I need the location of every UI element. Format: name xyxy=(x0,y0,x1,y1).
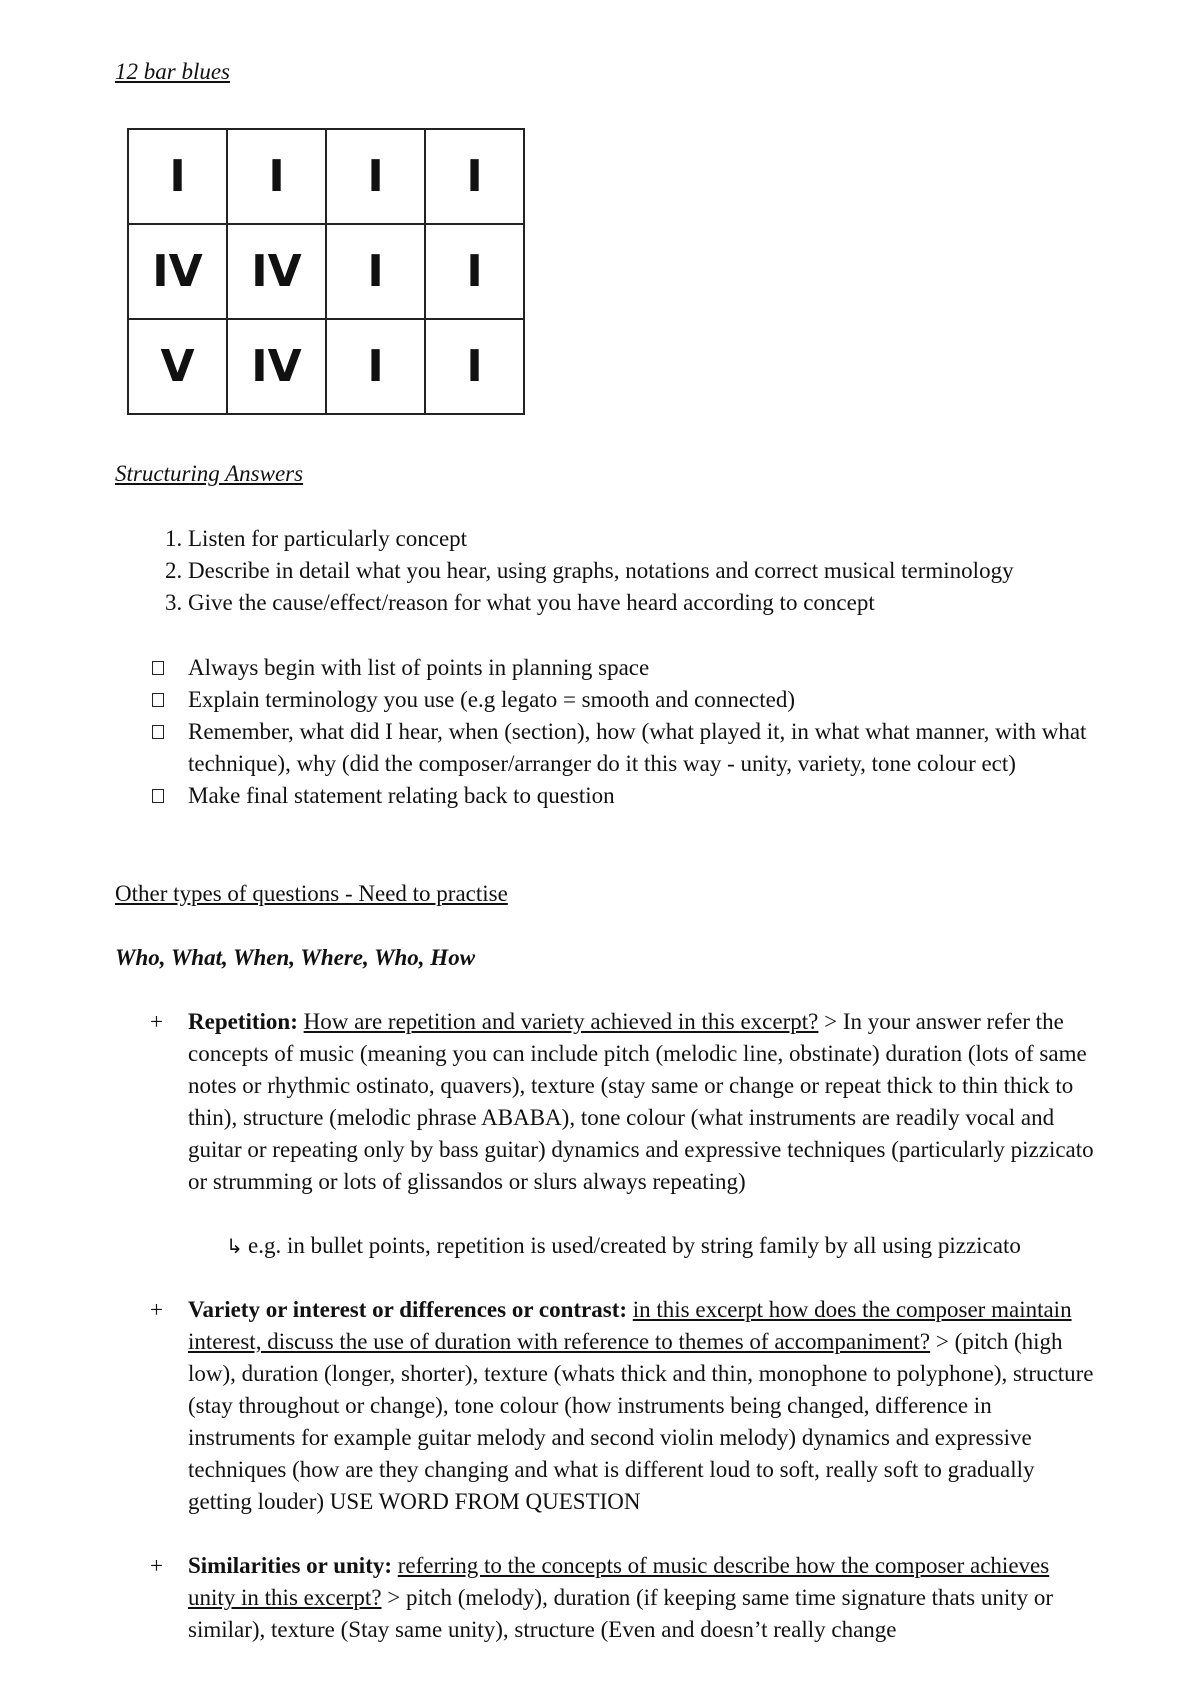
grid-cell: I xyxy=(425,129,524,224)
question-item-variety xyxy=(150,1294,1100,1518)
question-label: Repetition: xyxy=(188,1009,298,1034)
grid-row xyxy=(128,319,524,414)
section-heading-structuring: Structuring Answers xyxy=(115,461,304,486)
blues-chord-grid xyxy=(127,128,525,415)
grid-cell: I xyxy=(326,224,425,319)
tip-text: Always begin with list of points in planning space xyxy=(188,655,650,680)
grid-row xyxy=(128,224,524,319)
checkbox-icon xyxy=(152,789,164,803)
question-body xyxy=(188,1006,1100,1198)
tip-text: Make final statement relating back to question xyxy=(188,783,615,808)
plus-icon: + xyxy=(150,1553,163,1578)
step-item: 3. Give the cause/effect/reason for what you have heard according to concept xyxy=(188,587,1138,619)
step-item: 1. Listen for particularly concept xyxy=(188,523,1138,555)
question-label: Similarities or unity: xyxy=(188,1553,393,1578)
example-line xyxy=(226,1230,1106,1262)
tip-item xyxy=(152,716,1092,780)
question-prompt: How are repetition and variety achieved in this excerpt? xyxy=(303,1009,819,1034)
tip-text: Explain terminology you use (e.g legato = smooth and connected) xyxy=(188,687,795,712)
question-text: > pitch (melody), duration (if keeping same time signature thats unity or similar), texture (Stay same unity), structure (Even and doesn’t really change xyxy=(188,1585,1054,1642)
plus-icon: + xyxy=(150,1297,163,1322)
grid-cell: I xyxy=(425,319,524,414)
section-subtitle: Who, What, When, Where, Who, How xyxy=(115,945,476,970)
grid-row xyxy=(128,129,524,224)
grid-cell: I xyxy=(326,129,425,224)
tip-item xyxy=(152,684,1092,716)
page-title: 12 bar blues xyxy=(115,59,230,84)
grid-cell: I xyxy=(326,319,425,414)
question-item-repetition xyxy=(150,1006,1100,1198)
tip-item xyxy=(152,780,1092,812)
checkbox-icon xyxy=(152,725,164,739)
question-prompt: referring to the concepts of music describe how the composer achieves unity in this excerpt? xyxy=(188,1553,1050,1610)
section-heading-other: Other types of questions - Need to practise xyxy=(115,881,508,906)
question-label: Variety or interest or differences or contrast: xyxy=(188,1297,628,1322)
question-text: > (pitch (high low), duration (longer, shorter), texture (whats thick and thin, monophone to polyphone), structure (stay throughout or change), tone colour (how instruments being changed, difference in instruments for example guitar melody and second violin melody) dynamics and expressive techniques (how are they changing and what is different loud to soft, really soft to gradually getting louder) USE WORD FROM QUESTION xyxy=(188,1329,1094,1514)
plus-icon: + xyxy=(150,1009,163,1034)
tips-list xyxy=(152,652,1092,812)
question-body xyxy=(188,1294,1100,1518)
grid-cell: IV xyxy=(227,319,326,414)
grid-cell: IV xyxy=(128,224,227,319)
grid-cell: I xyxy=(128,129,227,224)
question-body xyxy=(188,1550,1100,1646)
question-prompt: in this excerpt how does the composer maintain interest, discuss the use of duration with reference to themes of accompaniment? xyxy=(188,1297,1072,1354)
grid-cell: I xyxy=(227,129,326,224)
return-arrow-icon: ↳ xyxy=(226,1234,243,1258)
checkbox-icon xyxy=(152,693,164,707)
grid-cell: I xyxy=(425,224,524,319)
tip-item xyxy=(152,652,1092,684)
example-text: e.g. in bullet points, repetition is used/created by string family by all using pizzicato xyxy=(248,1233,1021,1258)
question-item-unity xyxy=(150,1550,1100,1646)
grid-cell: V xyxy=(128,319,227,414)
question-text: > In your answer refer the concepts of music (meaning you can include pitch (melodic line, obstinate) duration (lots of same notes or rhythmic ostinato, quavers), texture (stay same or change or repeat thick to thin thick to thin), structure (melodic phrase ABABA), tone colour (what instruments are readily vocal and guitar or repeating only by bass guitar) dynamics and expressive techniques (particularly pizzicato or strumming or lots of glissandos or slurs always repeating) xyxy=(188,1009,1094,1194)
tip-text: Remember, what did I hear, when (section), how (what played it, in what what manner, with what technique), why (did the composer/arranger do it this way - unity, variety, tone colour ect) xyxy=(188,719,1087,776)
step-item: 2. Describe in detail what you hear, using graphs, notations and correct musical terminology xyxy=(188,555,1138,587)
checkbox-icon xyxy=(152,661,164,675)
steps-list xyxy=(150,523,1138,619)
grid-cell: IV xyxy=(227,224,326,319)
